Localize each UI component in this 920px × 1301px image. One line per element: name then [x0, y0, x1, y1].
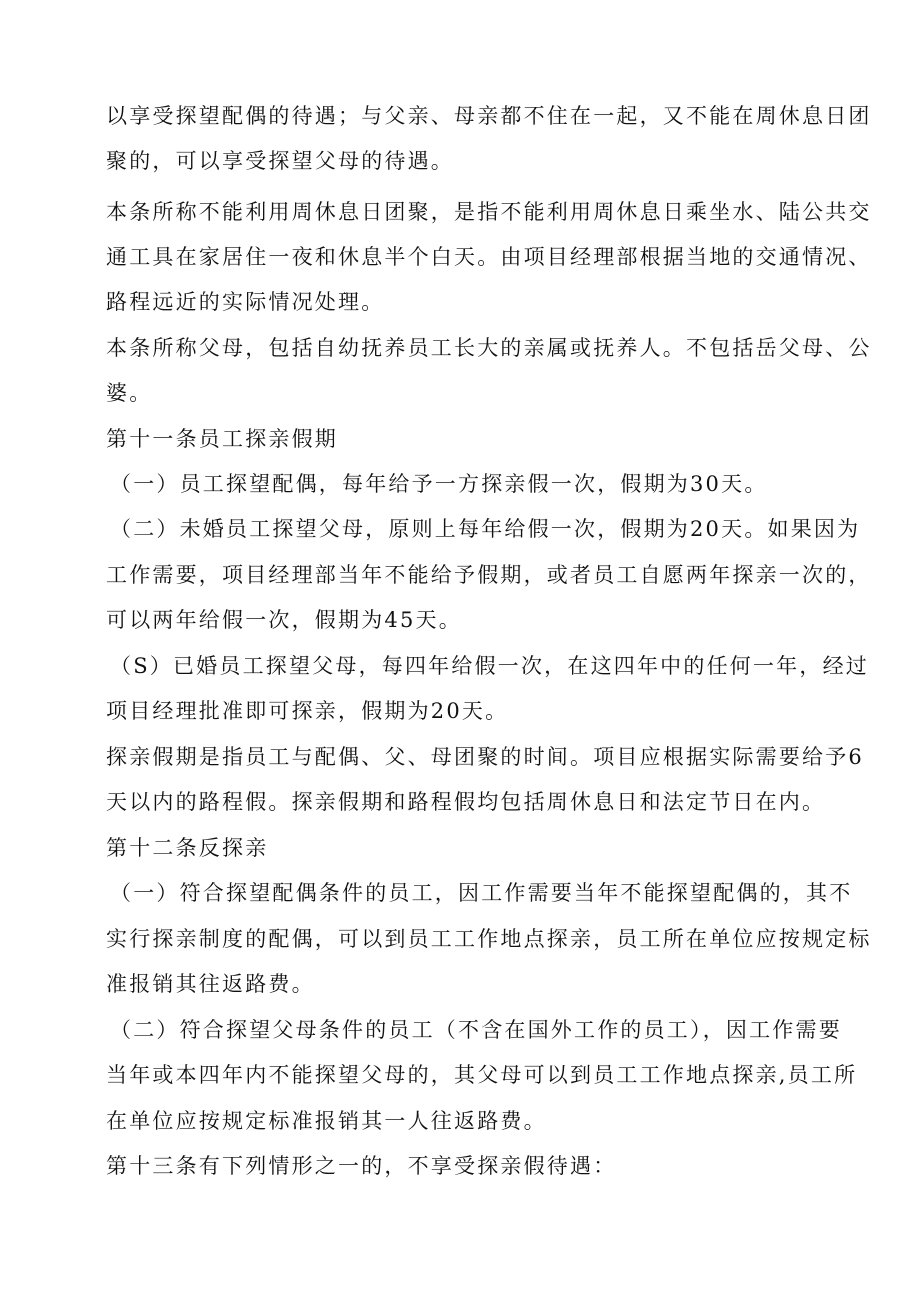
text-line: （S）已婚员工探望父母，每四年给假一次，在这四年中的任何一年，经过 — [110, 654, 869, 678]
text-line: 准报销其往返路费。 — [106, 972, 315, 996]
text-line: 本条所称父母，包括自幼抚养员工长大的亲属或抚养人。不包括岳父母、公 — [106, 336, 872, 360]
text-line: 当年或本四年内不能探望父母的，其父母可以到员工工作地点探亲,员工所 — [106, 1063, 858, 1087]
text-line: （二）符合探望父母条件的员工（不含在国外工作的员工），因工作需要 — [110, 1018, 842, 1042]
text-line: 聚的，可以享受探望父母的待遇。 — [106, 149, 454, 173]
text-line: 探亲假期是指员工与配偶、父、母团聚的时间。项目应根据实际需要给予6 — [106, 745, 864, 769]
text-line: 天以内的路程假。探亲假期和路程假均包括周休息日和法定节日在内。 — [106, 790, 826, 814]
article-heading: 第十三条有下列情形之一的，不享受探亲假待遇： — [106, 1154, 617, 1178]
text-line: 路程远近的实际情况处理。 — [106, 290, 385, 314]
text-line: 本条所称不能利用周休息日团聚，是指不能利用周休息日乘坐水、陆公共交 — [106, 200, 872, 224]
text-line: 在单位应按规定标准报销其一人往返路费。 — [106, 1109, 547, 1133]
text-line: （一）员工探望配偶，每年给予一方探亲假一次，假期为30天。 — [110, 472, 768, 496]
text-line: （二）未婚员工探望父母，原则上每年给假一次，假期为20天。如果因为 — [110, 517, 861, 541]
text-line: 可以两年给假一次，假期为45天。 — [106, 608, 462, 632]
text-line: 实行探亲制度的配偶，可以到员工工作地点探亲，员工所在单位应按规定标 — [106, 927, 872, 951]
article-heading: 第十二条反探亲 — [106, 836, 269, 860]
article-heading: 第十一条员工探亲假期 — [106, 427, 338, 451]
text-line: （一）符合探望配偶条件的员工，因工作需要当年不能探望配偶的，其不 — [110, 881, 853, 905]
text-line: 项目经理批准即可探亲，假期为20天。 — [106, 699, 509, 723]
text-line: 婆。 — [106, 381, 153, 405]
text-line: 工作需要，项目经理部当年不能给予假期，或者员工自愿两年探亲一次的， — [106, 563, 872, 587]
text-line: 以享受探望配偶的待遇；与父亲、母亲都不住在一起，又不能在周休息日团 — [106, 104, 872, 128]
text-line: 通工具在家居住一夜和休息半个白天。由项目经理部根据当地的交通情况、 — [106, 245, 872, 269]
